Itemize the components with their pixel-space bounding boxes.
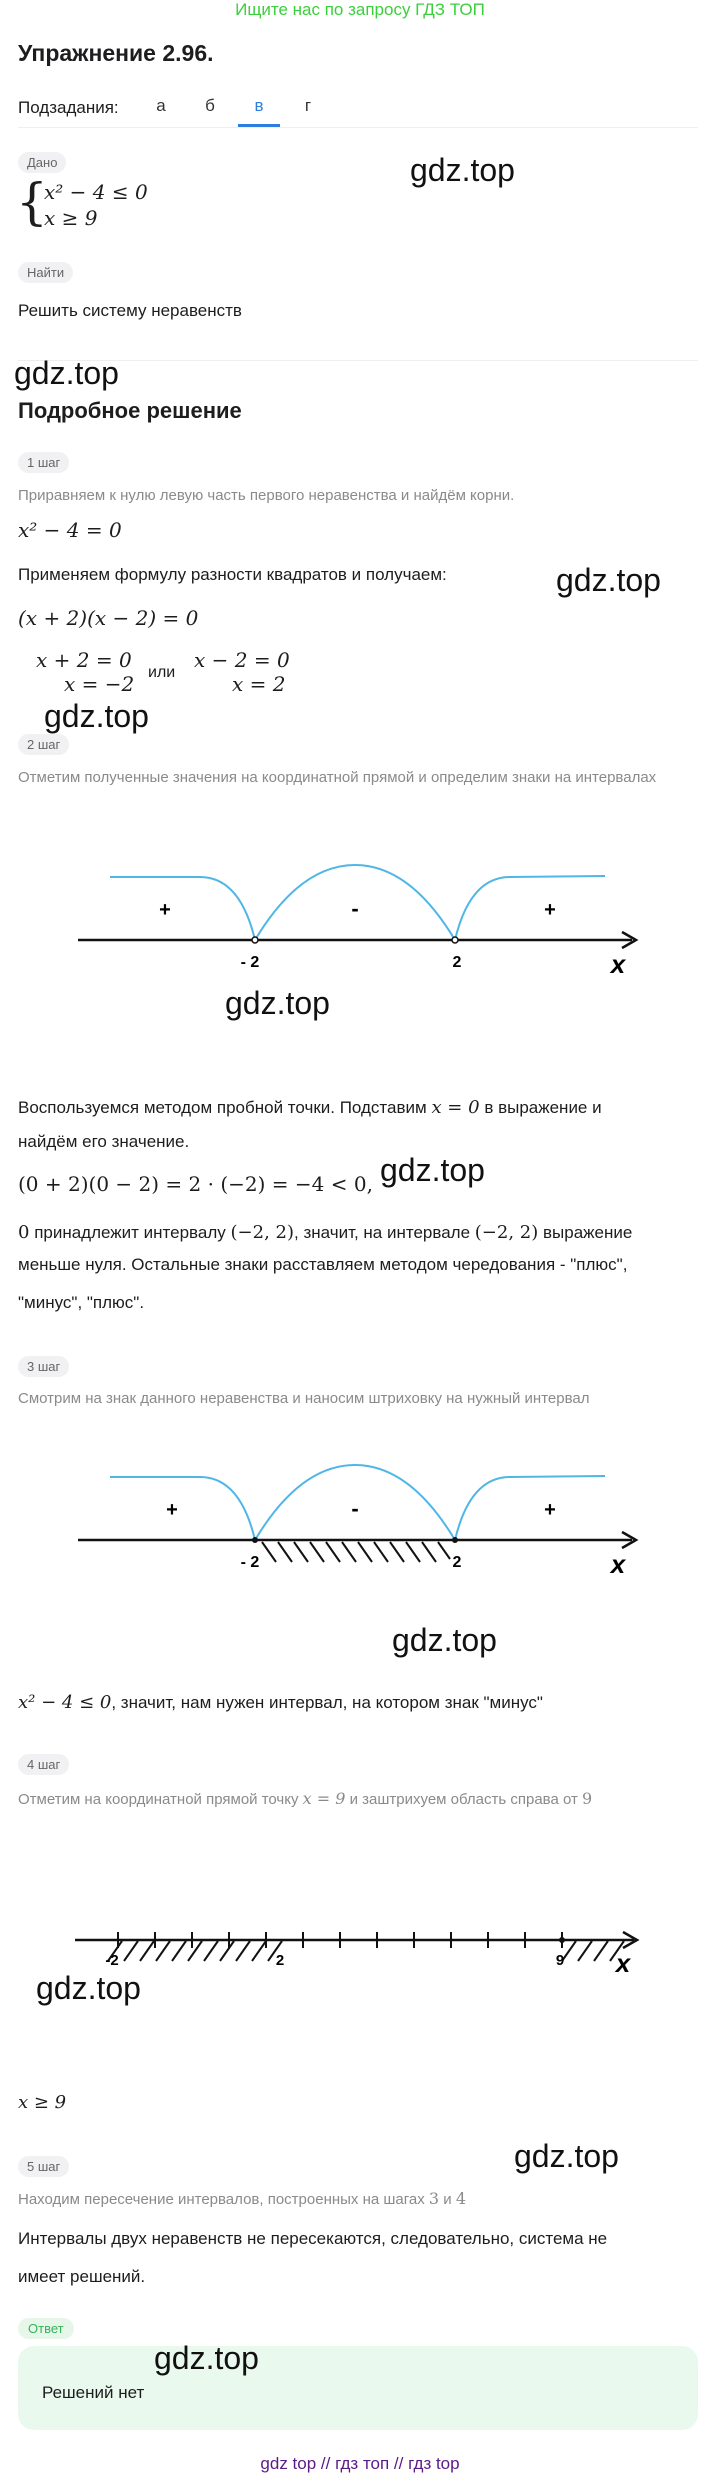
p2-zero: 0 (18, 1222, 30, 1243)
step3-text: , значит, нам нужен интервал, на котором знак "минус" (111, 1693, 543, 1712)
subtasks-label: Подзадания: (18, 98, 119, 117)
step1-text: Применяем формулу разности квадратов и получаем: (18, 565, 447, 584)
watermark: gdz.top (380, 1152, 485, 1188)
step4-chip: 4 шаг (18, 1754, 69, 1775)
watermark: gdz.top (14, 355, 119, 391)
watermark: gdz.top (36, 1970, 141, 2006)
arc-left (110, 877, 255, 940)
step5-line2: имеет решений. (18, 2267, 146, 2286)
system-brace: { (16, 173, 48, 231)
step4-result: x ≥ 9 (18, 2092, 67, 2113)
step1-desc: Приравняем к нулю левую часть первого неравенства и найдём корни. (18, 487, 515, 504)
tick-label-minus2: - 2 (240, 1554, 260, 1571)
sign-minus: - (351, 896, 359, 921)
find-chip: Найти (18, 262, 73, 283)
step5-desc (18, 2188, 466, 2211)
p1-var: x = 0 (431, 1097, 480, 1118)
step4-desc-b: и заштрихуем область справа от (349, 1791, 578, 1808)
arc-right (455, 876, 605, 940)
step5-desc-n1: 3 (428, 2189, 440, 2208)
step1-right-eq: x − 2 = 0 (194, 648, 290, 672)
p1-pre: Воспользуемся методом пробной точки. Подставим (18, 1098, 427, 1117)
p2-line3: "минус", "плюс". (18, 1293, 145, 1312)
hatching-old-interval (108, 1941, 282, 1961)
tick-label-minus2: -2 (105, 1952, 119, 1969)
tick-label-2: 2 (275, 1952, 285, 1969)
point-2 (452, 937, 458, 943)
tick-label-2: 2 (452, 1554, 462, 1571)
watermark: gdz.top (225, 985, 330, 1021)
tab-a[interactable]: а (156, 96, 166, 115)
sign-plus-left: + (159, 899, 171, 921)
step1-left-root: x = −2 (64, 672, 135, 696)
step1-eq2: (x + 2)(x − 2) = 0 (18, 606, 199, 630)
watermark: gdz.top (410, 152, 515, 188)
tab-g[interactable]: г (304, 96, 312, 115)
watermark: gdz.top (44, 698, 149, 734)
footer-links[interactable]: gdz top // гдз топ // гдз top (260, 2454, 460, 2473)
step2-desc: Отметим полученные значения на координатной прямой и определим знаки на интервалах (18, 769, 657, 786)
given-inequality-1: x² − 4 ≤ 0 (44, 180, 148, 204)
active-tab-indicator (238, 124, 280, 127)
arc-right (455, 1476, 605, 1540)
step1-left-eq: x + 2 = 0 (36, 648, 132, 672)
step4-desc (18, 1788, 592, 1811)
answer-text: Решений нет (42, 2383, 145, 2402)
arc-left (110, 1477, 255, 1540)
step1-right-root: x = 2 (232, 672, 286, 696)
tick-label-2: 2 (452, 954, 462, 971)
step3-chip: 3 шаг (18, 1356, 69, 1377)
step5-chip: 5 шаг (18, 2156, 69, 2177)
step4-desc-math: x = 9 (302, 1789, 346, 1808)
axis-label-x: x (615, 1948, 631, 1975)
step2-paragraph-1 (18, 1095, 602, 1121)
p1-post: в выражение и (484, 1098, 602, 1117)
watermark: gdz.top (392, 1622, 497, 1658)
point-9 (559, 1937, 565, 1943)
sign-chart-1 (0, 860, 720, 990)
watermark: gdz.top (154, 2340, 259, 2376)
section-divider (18, 360, 698, 361)
solution-title: Подробное решение (18, 398, 242, 423)
promo-banner[interactable]: Ищите нас по запросу ГДЗ ТОП (235, 0, 485, 19)
step2-chip: 2 шаг (18, 734, 69, 755)
step3-math: x² − 4 ≤ 0 (18, 1692, 112, 1713)
watermark: gdz.top (556, 562, 661, 598)
step4-desc-a: Отметим на координатной прямой точку (18, 1791, 299, 1808)
sign-plus-right: + (544, 1499, 556, 1521)
step1-chip: 1 шаг (18, 452, 69, 473)
find-text: Решить систему неравенств (18, 301, 242, 320)
axis-label-x: x (610, 949, 626, 979)
tick-label-minus2: - 2 (240, 954, 260, 971)
step5-desc-and: и (443, 2191, 452, 2208)
point-minus2 (252, 937, 258, 943)
point-2 (452, 1537, 458, 1543)
step2-calc: (0 + 2)(0 − 2) = 2 · (−2) = −4 < 0, (18, 1172, 373, 1196)
step1-or: или (148, 664, 176, 681)
answer-chip: Ответ (18, 2318, 74, 2339)
page-title: Упражнение 2.96. (18, 40, 214, 66)
step2-paragraph-2 (18, 1220, 632, 1246)
given-chip: Дано (18, 152, 66, 173)
p2-b: принадлежит интервалу (34, 1223, 226, 1242)
number-line-chart (0, 1905, 720, 1975)
sign-plus-left: + (166, 1499, 178, 1521)
step1-eq1: x² − 4 = 0 (18, 518, 122, 542)
step5-line1: Интервалы двух неравенств не пересекаются, следовательно, система не (18, 2229, 608, 2248)
step3-desc: Смотрим на знак данного неравенства и наносим штриховку на нужный интервал (18, 1390, 590, 1407)
sign-minus: - (351, 1496, 359, 1521)
step3-conclusion (18, 1690, 543, 1716)
step5-desc-n2: 4 (455, 2189, 467, 2208)
hatching-x-ge-9 (562, 1941, 624, 1961)
tab-v[interactable]: в (254, 96, 264, 115)
sign-plus-right: + (544, 899, 556, 921)
tick-label-9: 9 (555, 1952, 565, 1969)
p2-f: выражение (543, 1223, 633, 1242)
hatching-interval (262, 1542, 450, 1562)
given-inequality-2: x ≥ 9 (44, 206, 98, 230)
p2-line2: меньше нуля. Остальные знаки расставляем методом чередования - "плюс", (18, 1255, 628, 1274)
p2-interval-1: (−2, 2) (230, 1222, 294, 1243)
point-minus2 (252, 1537, 258, 1543)
sign-chart-2 (0, 1460, 720, 1590)
step5-desc-a: Находим пересечение интервалов, построенных на шагах (18, 2191, 425, 2208)
watermark: gdz.top (514, 2138, 619, 2174)
p1-line2: найдём его значение. (18, 1132, 190, 1151)
axis-label-x: x (610, 1549, 626, 1579)
p2-d: , значит, на интервале (294, 1223, 471, 1242)
p2-interval-2: (−2, 2) (474, 1222, 539, 1243)
tabs-divider (18, 127, 698, 128)
tab-b[interactable]: б (205, 96, 215, 115)
step4-desc-num: 9 (582, 1789, 593, 1808)
